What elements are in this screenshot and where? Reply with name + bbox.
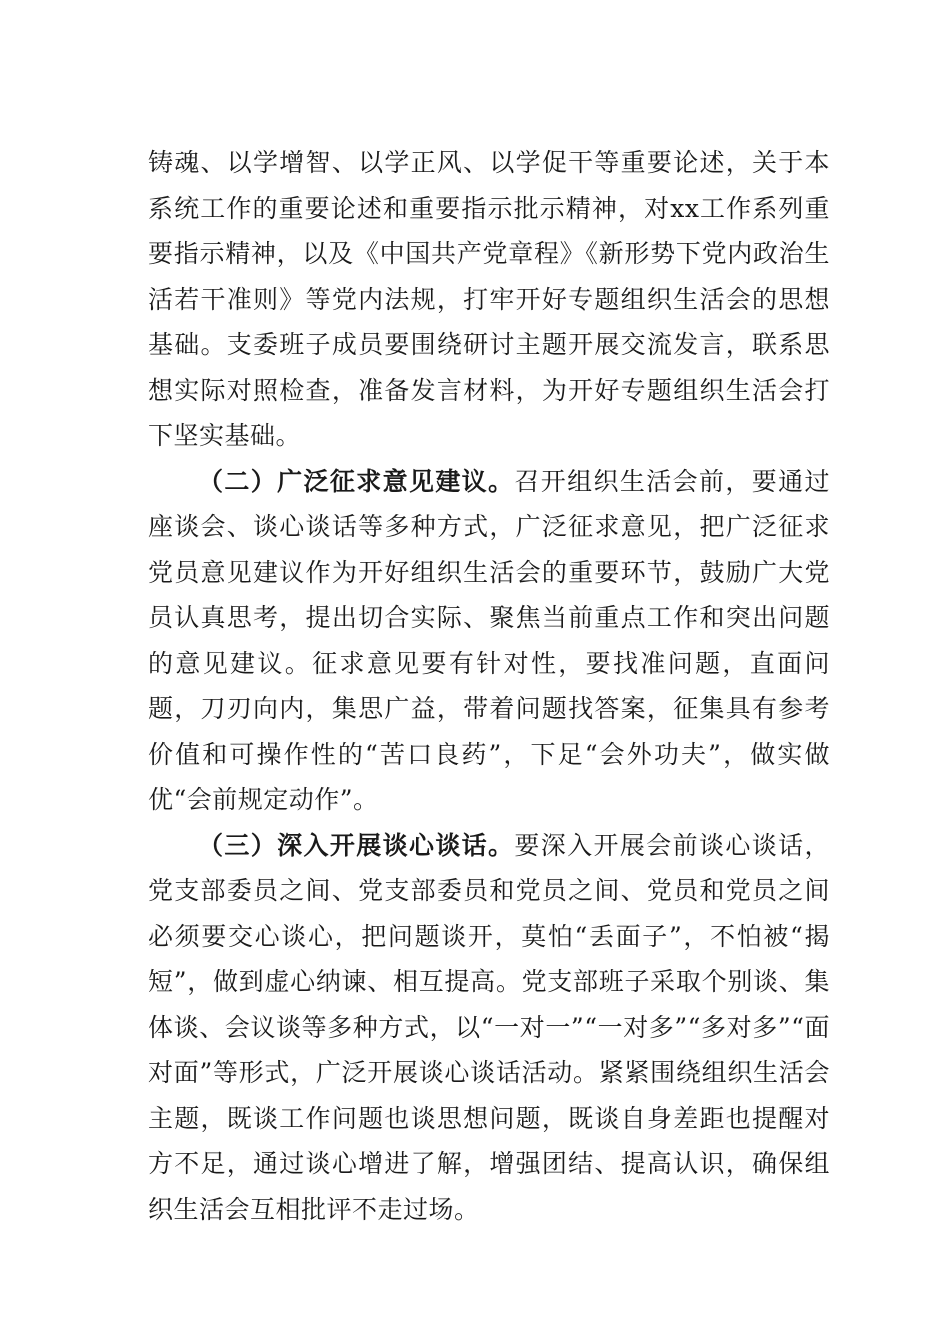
paragraph-text: 要深入开展会前谈心谈话，党支部委员之间、党支部委员和党员之间、党员和党员之间必须要交心谈心，把问题谈开，莫怕“丢面子”，不怕被“揭短”，做到虚心纳谏、相互提高。党支部班子采取个别谈、集体谈、会议谈等多种方式，以“一对一”“一对多”“多对多”“面对面”等形式，广泛开展谈心谈话活动。紧紧围绕组织生活会主题，既谈工作问题也谈思想问题，既谈自身差距也提醒对方不足，通过谈心增进了解，增强团结、提高认识，确保组织生活会互相批评不走过场。 — [148, 830, 830, 1224]
paragraph-continued — [148, 140, 830, 459]
document-body — [148, 140, 830, 1232]
section-heading-3: （三）深入开展谈心谈话。 — [198, 830, 515, 860]
paragraph-text: 铸魂、以学增智、以学正风、以学促干等重要论述，关于本系统工作的重要论述和重要指示批示精神，对xx工作系列重要指示精神，以及《中国共产党章程》《新形势下党内政治生活若干准则》等党内法规，打牢开好专题组织生活会的思想基础。支委班子成员要围绕研讨主题开展交流发言，联系思想实际对照检查，准备发言材料，为开好专题组织生活会打下坚实基础。 — [148, 148, 830, 450]
paragraph-solicit-opinions — [148, 459, 830, 823]
paragraph-heart-to-heart-talks — [148, 823, 830, 1233]
section-heading-2: （二）广泛征求意见建议。 — [198, 466, 515, 496]
paragraph-text: 召开组织生活会前，要通过座谈会、谈心谈话等多种方式，广泛征求意见，把广泛征求党员意见建议作为开好组织生活会的重要环节，鼓励广大党员认真思考，提出切合实际、聚焦当前重点工作和突出问题的意见建议。征求意见要有针对性，要找准问题，直面问题，刀刃向内，集思广益，带着问题找答案，征集具有参考价值和可操作性的“苦口良药”，下足“会外功夫”，做实做优“会前规定动作”。 — [148, 466, 830, 814]
